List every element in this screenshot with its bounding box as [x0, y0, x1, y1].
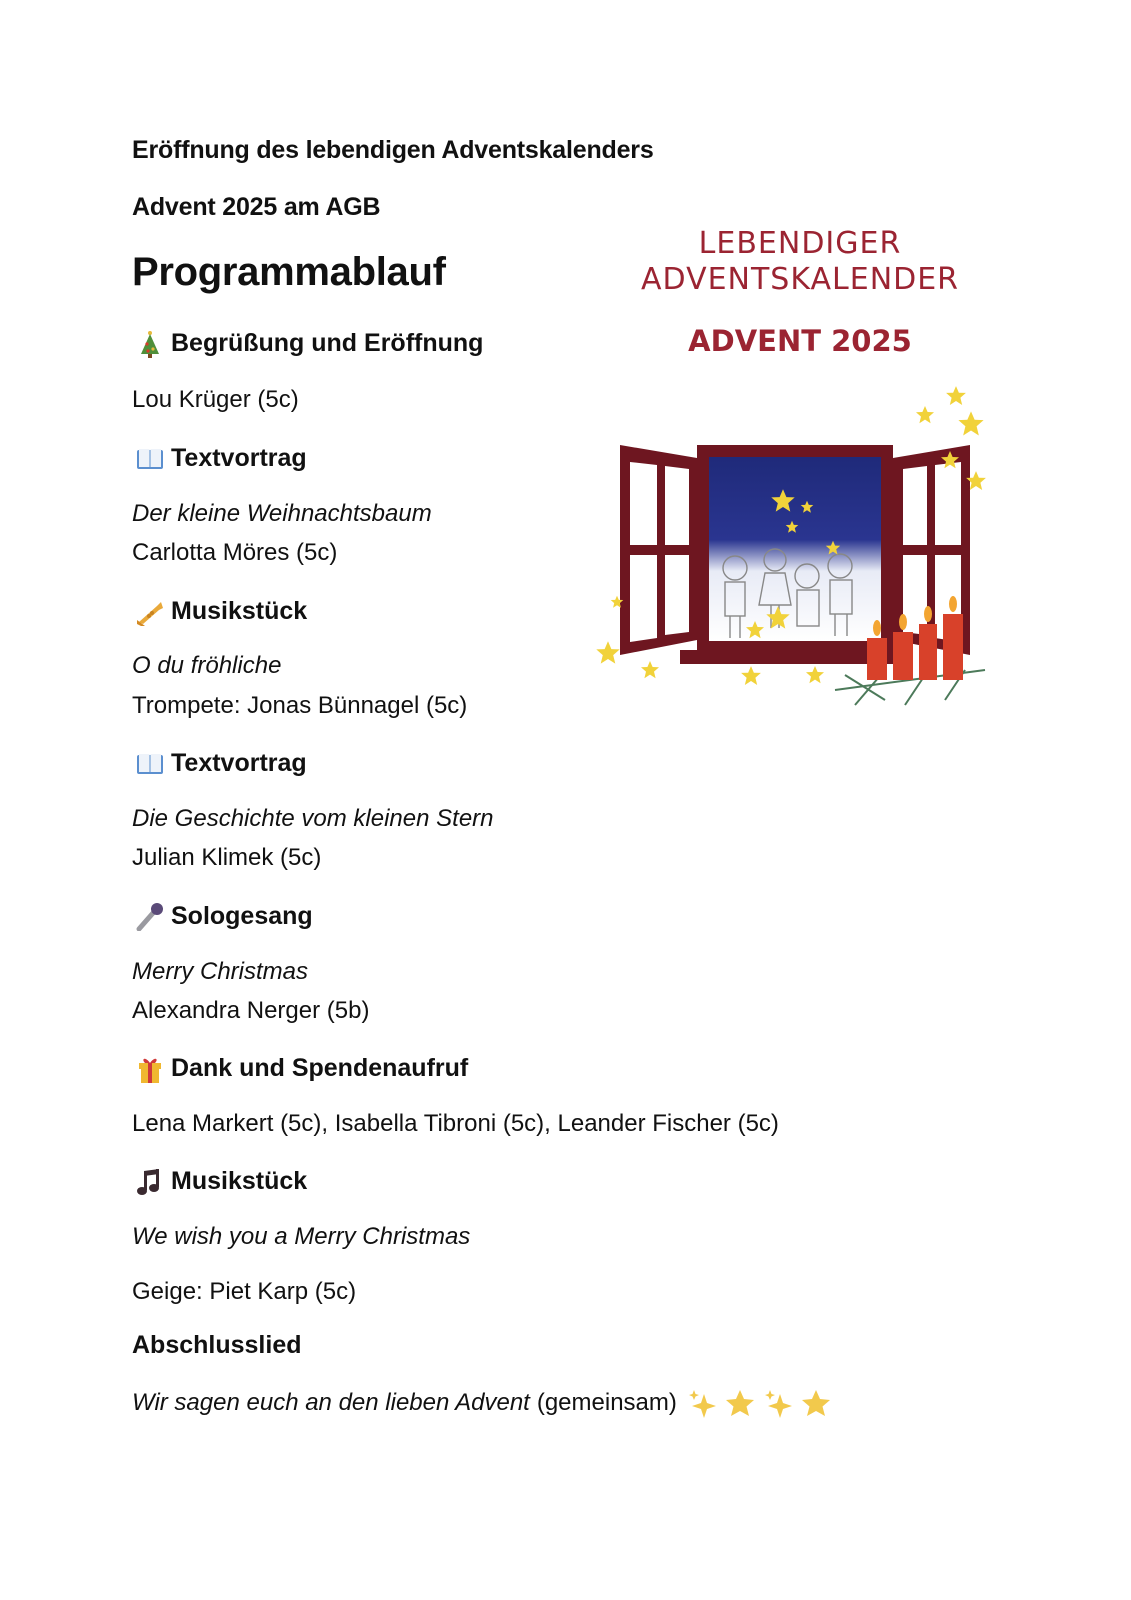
piece-title: O du fröhliche	[132, 652, 282, 679]
open-book-icon	[135, 750, 165, 778]
section-heading	[135, 1054, 468, 1083]
christmas-tree-icon	[135, 330, 165, 358]
section-heading	[135, 1167, 307, 1196]
section-heading	[135, 444, 307, 473]
closing-song: Wir sagen euch an den lieben Advent	[132, 1389, 530, 1416]
sparkles-icon	[763, 1388, 793, 1418]
closing-note: (gemeinsam)	[536, 1389, 677, 1416]
piece-title: Der kleine Weihnachtsbaum	[132, 500, 432, 527]
sparkles-icon	[687, 1388, 717, 1418]
decoration-stars	[687, 1388, 831, 1418]
performer: Lena Markert (5c), Isabella Tibroni (5c), Leander Fischer (5c)	[132, 1110, 779, 1137]
logo-line3: ADVENT 2025	[688, 324, 912, 358]
performer: Geige: Piet Karp (5c)	[132, 1278, 357, 1305]
closing-line	[132, 1388, 831, 1418]
page-title: Programmablauf	[132, 250, 446, 294]
logo-line2: ADVENTSKALENDER	[640, 262, 960, 297]
piece-title: Merry Christmas	[132, 958, 309, 985]
open-window-illustration	[585, 370, 990, 730]
section-title: Textvortrag	[171, 444, 307, 472]
section-title: Musikstück	[171, 597, 308, 625]
subtitle-advent: Advent 2025 am AGB	[132, 193, 381, 221]
microphone-icon	[135, 903, 165, 931]
performer: Trompete: Jonas Bünnagel (5c)	[132, 692, 468, 719]
gift-icon	[135, 1055, 165, 1083]
subtitle-event: Eröffnung des lebendigen Adventskalenders	[132, 136, 654, 164]
logo-line1: LEBENDIGER	[698, 226, 902, 261]
section-heading	[135, 749, 307, 778]
section-title: Musikstück	[171, 1167, 308, 1195]
performer: Julian Klimek (5c)	[132, 844, 322, 871]
closing-heading: Abschlusslied	[132, 1331, 302, 1359]
open-book-icon	[135, 445, 165, 473]
piece-title: Die Geschichte vom kleinen Stern	[132, 805, 494, 832]
star-icon	[725, 1388, 755, 1418]
section-heading	[135, 902, 313, 931]
section-title: Textvortrag	[171, 749, 307, 777]
section-heading	[135, 329, 483, 358]
section-title: Sologesang	[171, 902, 313, 930]
section-heading	[135, 597, 307, 626]
section-title: Begrüßung und Eröffnung	[171, 329, 484, 357]
performer: Carlotta Möres (5c)	[132, 539, 338, 566]
advent-calendar-logo	[585, 220, 990, 730]
trumpet-icon	[135, 598, 165, 626]
star-icon	[801, 1388, 831, 1418]
piece-title: We wish you a Merry Christmas	[132, 1223, 471, 1250]
performer: Lou Krüger (5c)	[132, 386, 299, 413]
performer: Alexandra Nerger (5b)	[132, 997, 370, 1024]
music-note-icon	[135, 1168, 165, 1196]
section-title: Dank und Spendenaufruf	[171, 1054, 469, 1082]
